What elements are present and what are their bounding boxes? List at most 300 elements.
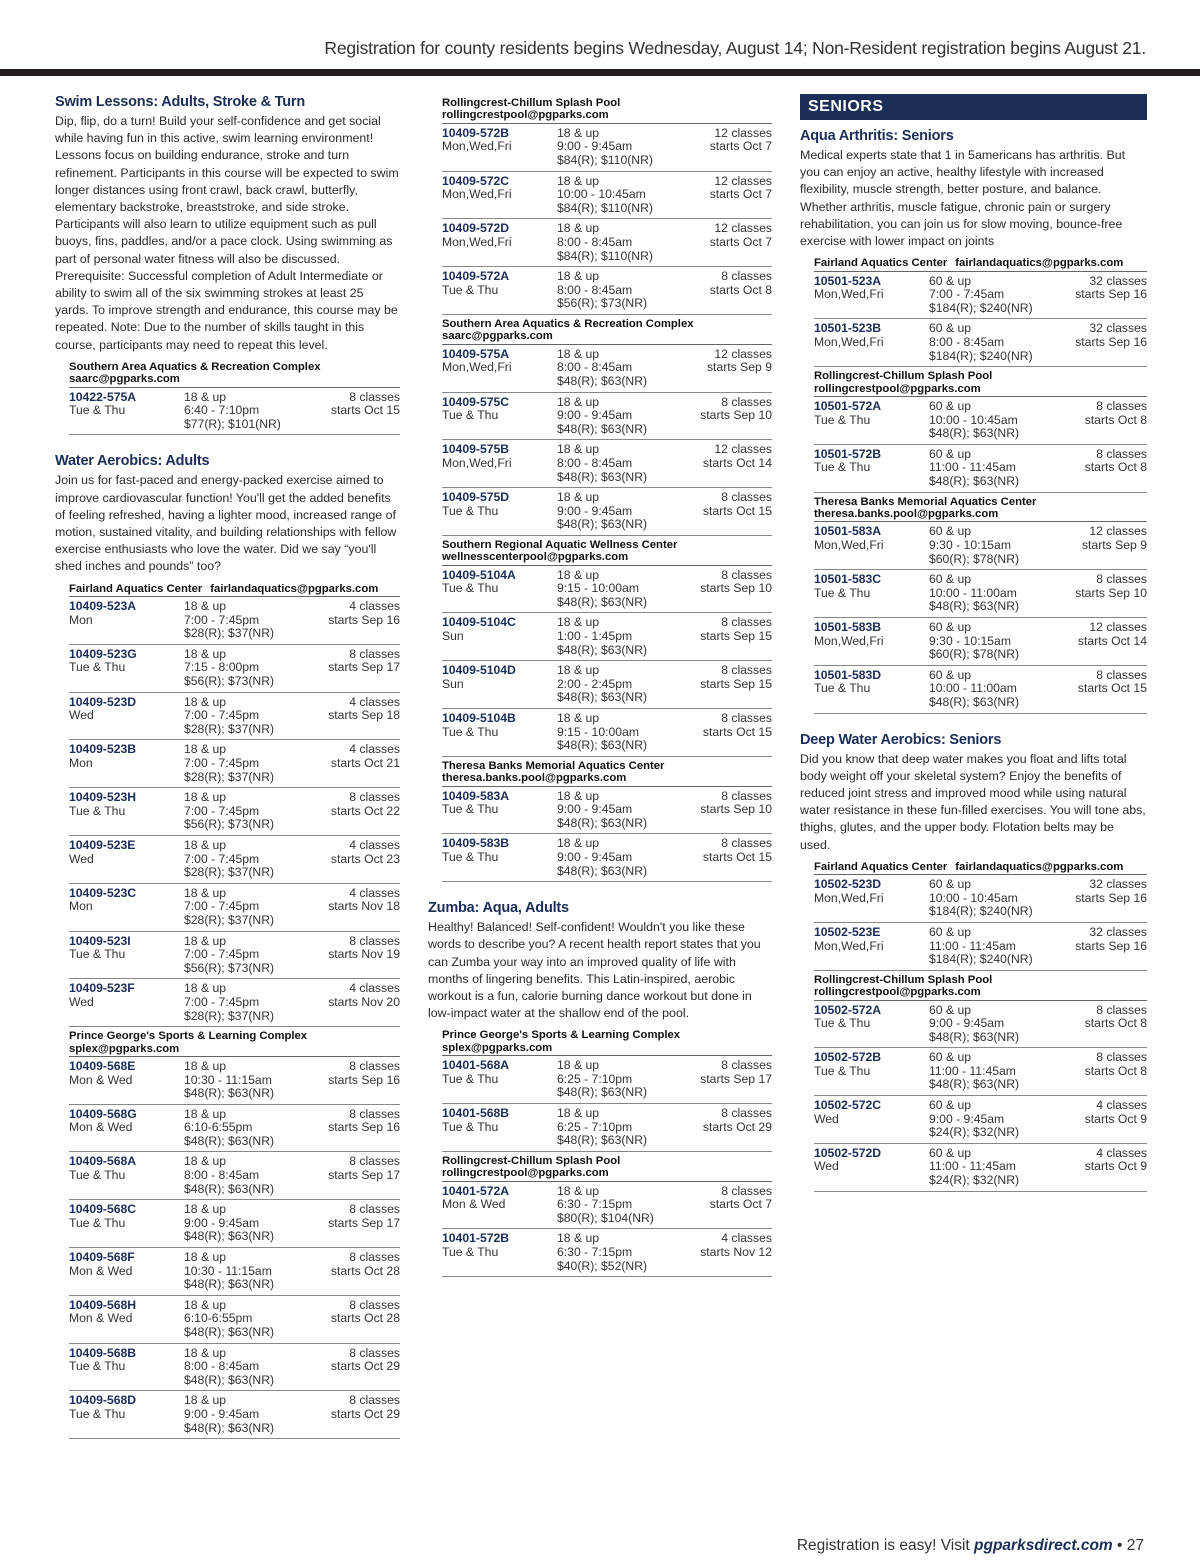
location-email[interactable]: saarc@pgparks.com: [69, 373, 180, 386]
course-code: 10409-523B: [69, 742, 137, 757]
class-fee: $48(R); $63(NR): [557, 1085, 648, 1100]
start-date: starts Oct 8: [1084, 460, 1147, 475]
empty-cell: [69, 675, 184, 689]
class-fee: $48(R); $63(NR): [184, 1372, 275, 1387]
class-time: 9:00 - 9:45am: [929, 1111, 1005, 1126]
empty-cell: [1085, 1174, 1147, 1188]
class-fee: $56(R); $73(NR): [184, 674, 275, 689]
class-fee: $80(R); $104(NR): [557, 1210, 654, 1225]
course-code: 10409-523C: [69, 885, 137, 900]
location-email[interactable]: rollingcrestpool@pgparks.com: [814, 986, 981, 999]
class-fee: $28(R); $37(NR): [184, 626, 275, 641]
class-count: 12 classes: [714, 173, 772, 188]
class-time: 11:00 - 11:45am: [929, 1063, 1016, 1078]
class-entry: [442, 613, 772, 661]
course-code: 10409-523H: [69, 790, 137, 805]
class-time: 11:00 - 11:45am: [929, 938, 1016, 953]
empty-cell: [69, 1087, 184, 1101]
class-count: 8 classes: [349, 790, 400, 805]
location-name: Theresa Banks Memorial Aquatics Center: [814, 495, 1037, 508]
age-range: 60 & up: [929, 446, 972, 461]
empty-cell: [814, 953, 929, 967]
location-name: Southern Area Aquatics & Recreation Complex: [69, 360, 321, 373]
empty-cell: [442, 596, 557, 610]
meeting-days: Tue & Thu: [814, 412, 871, 427]
class-count: 4 classes: [1096, 1145, 1147, 1160]
class-list: [442, 566, 772, 757]
meeting-days: Tue & Thu: [814, 1063, 871, 1078]
class-list: [442, 1056, 772, 1152]
meeting-days: Tue & Thu: [69, 803, 126, 818]
class-entry: [69, 1105, 400, 1153]
header-rule: [0, 69, 1200, 76]
class-time: 9:00 - 9:45am: [557, 503, 633, 518]
meeting-days: Sun: [442, 676, 464, 691]
empty-cell: [69, 1010, 184, 1024]
start-date: starts Oct 8: [1084, 1016, 1147, 1031]
start-date: starts Oct 7: [709, 187, 772, 202]
empty-cell: [1085, 1126, 1147, 1140]
class-fee: $48(R); $63(NR): [184, 1133, 275, 1148]
empty-cell: [700, 423, 772, 437]
start-date: starts Sep 18: [328, 708, 400, 723]
class-time: 9:15 - 10:00am: [557, 724, 639, 739]
meeting-days: Tue & Thu: [442, 724, 499, 739]
empty-cell: [814, 350, 929, 364]
empty-cell: [331, 866, 400, 880]
class-count: 8 classes: [349, 1250, 400, 1265]
footer-link[interactable]: pgparksdirect.com: [974, 1537, 1113, 1554]
course-code: 10409-5104A: [442, 567, 516, 582]
class-fee: $28(R); $37(NR): [184, 721, 275, 736]
class-count: 8 classes: [349, 1345, 400, 1360]
start-date: starts Oct 28: [330, 1263, 400, 1278]
location-name: Prince George's Sports & Learning Complex: [69, 1030, 308, 1043]
class-time: 7:00 - 7:45pm: [184, 994, 260, 1009]
age-range: 18 & up: [557, 663, 600, 678]
age-range: 60 & up: [929, 1098, 972, 1113]
location-email[interactable]: splex@pgparks.com: [69, 1042, 180, 1055]
class-time: 6:10-6:55pm: [184, 1311, 253, 1326]
empty-cell: [814, 475, 929, 489]
section-description: Did you know that deep water makes you float and lifts total body weight off your skeletal system? Enjoy the benefits of reduced joint stress and improved mood while using natural water resistance in these fun-filled exercises. You will tone abs, thighs, glutes, and the upper body. Flotation belts may be used.: [800, 751, 1146, 852]
course-code: 10422-575A: [69, 389, 137, 404]
page-number: • 27: [1112, 1537, 1144, 1554]
empty-cell: [710, 202, 772, 216]
location-email[interactable]: fairlandaquatics@pgparks.com: [955, 257, 1124, 270]
class-fee: $56(R); $73(NR): [184, 817, 275, 832]
start-date: starts Sep 17: [328, 1168, 400, 1183]
section-title: Swim Lessons: Adults, Stroke & Turn: [55, 94, 306, 110]
class-time: 9:00 - 9:45am: [557, 850, 633, 864]
empty-cell: [814, 1174, 929, 1188]
empty-cell: [1085, 1078, 1147, 1092]
age-range: 18 & up: [184, 599, 227, 614]
meeting-days: Wed: [69, 708, 94, 723]
class-fee: $48(R); $63(NR): [557, 517, 648, 532]
class-entry: [814, 397, 1147, 445]
empty-cell: [69, 962, 184, 976]
age-range: 60 & up: [929, 619, 972, 634]
class-time: 6:40 - 7:10pm: [184, 403, 260, 418]
empty-cell: [703, 518, 772, 532]
location-name: Fairland Aquatics Center: [814, 257, 948, 270]
class-fee: $184(R); $240(NR): [929, 952, 1033, 967]
class-count: 4 classes: [349, 694, 400, 709]
empty-cell: [69, 771, 184, 785]
class-fee: $84(R); $110(NR): [557, 248, 653, 263]
class-entry: [69, 1344, 400, 1392]
class-fee: $48(R); $63(NR): [184, 1420, 275, 1435]
section-description: Join us for fast-paced and energy-packed exercise aimed to improve cardiovascular function! You'll get the added benefits of feeling refreshed, having a lighter mood, increased range of motion, sustained vitality, and building relationships with fellow exercise enthusiasts who love the water. Did we say “you'll shed inches and pounds” too?: [55, 473, 397, 574]
empty-cell: [814, 648, 929, 662]
class-entry: [69, 932, 400, 980]
class-time: 8:00 - 8:45am: [557, 455, 633, 470]
class-list: [442, 1182, 772, 1278]
section-title: Water Aerobics: Adults: [55, 453, 210, 470]
course-code: 10409-5104B: [442, 711, 516, 726]
age-range: 18 & up: [184, 1393, 227, 1408]
class-entry: [69, 388, 400, 436]
age-range: 18 & up: [557, 394, 600, 409]
empty-cell: [700, 1260, 772, 1274]
class-entry: [814, 1096, 1147, 1144]
empty-cell: [442, 471, 557, 485]
location-header: [442, 757, 772, 787]
class-time: 9:00 - 9:45am: [929, 1016, 1005, 1031]
location-header: [69, 358, 400, 388]
section-description: Medical experts state that 1 in 5americans has arthritis. But you can enjoy an active, healthy lifestyle with increased flexibility, muscle strength, better posture, and balance. Whether arthritis, muscle fatigue, chronic pain or surgery rehabilitation, you can join us for slow moving, bounce-free exercise with lower impact on joints: [800, 148, 1126, 249]
empty-cell: [442, 865, 557, 879]
course-code: 10409-523E: [69, 837, 136, 852]
class-list: [69, 597, 400, 1027]
course-code: 10409-575A: [442, 346, 510, 361]
location-email[interactable]: rollingcrestpool@pgparks.com: [442, 109, 609, 122]
class-list: [69, 388, 400, 436]
age-range: 18 & up: [557, 221, 600, 236]
empty-cell: [814, 696, 929, 710]
location-email[interactable]: rollingcrestpool@pgparks.com: [442, 1167, 609, 1180]
meeting-days: Tue & Thu: [69, 660, 126, 675]
empty-cell: [69, 1278, 184, 1292]
class-count: 8 classes: [1096, 1050, 1147, 1065]
location-email[interactable]: saarc@pgparks.com: [442, 330, 553, 343]
empty-cell: [1085, 475, 1147, 489]
empty-cell: [442, 375, 557, 389]
class-time: 8:00 - 8:45am: [184, 1359, 260, 1374]
start-date: starts Oct 23: [330, 851, 400, 866]
location-email[interactable]: splex@pgparks.com: [442, 1041, 553, 1054]
meeting-days: Tue & Thu: [69, 947, 126, 962]
class-entry: [442, 488, 772, 536]
class-entry: [69, 1152, 400, 1200]
empty-cell: [328, 1230, 400, 1244]
empty-cell: [331, 818, 400, 832]
start-date: starts Oct 7: [709, 139, 772, 154]
meeting-days: Wed: [814, 1159, 839, 1174]
class-time: 1:00 - 1:45pm: [557, 629, 633, 644]
course-code: 10501-572B: [814, 446, 882, 461]
start-date: starts Sep 17: [700, 1071, 772, 1086]
meeting-days: Tue & Thu: [442, 850, 499, 864]
empty-cell: [710, 1212, 772, 1226]
class-entry: [69, 788, 400, 836]
section-description: Dip, flip, do a turn! Build your self-confidence and get social while having fun in this active, swim learning environment! Lessons focus on building endurance, stroke and turn refinement. Participants in this course will be expected to swim longer distances using front crawl, back crawl, butterfly, elementary backstroke, breaststroke, and side stroke. Participants will also learn to utilize equipment such as pull buoys, fins, paddles, and/or a pace clock. Using swimming as part of personal water fitness will also be discussed. Prerequisite: Successful completion of Adult Intermediate or ability to swim all of the six swimming strokes at least 25 yards. To improve strength and endurance, this course may be repeated. Note: Due to the number of skills taught in this course, participants may need to repeat this level.: [55, 114, 399, 352]
class-count: 8 classes: [1096, 1002, 1147, 1017]
start-date: starts Sep 16: [1075, 287, 1147, 302]
age-range: 18 & up: [557, 1183, 600, 1198]
empty-cell: [814, 1078, 929, 1092]
class-count: 8 classes: [349, 1393, 400, 1408]
empty-cell: [442, 202, 557, 216]
empty-cell: [331, 1326, 400, 1340]
location-header: [814, 367, 1147, 397]
class-entry: [814, 522, 1147, 570]
course-code: 10409-568D: [69, 1393, 137, 1408]
class-time: 9:00 - 9:45am: [557, 408, 633, 423]
class-time: 2:00 - 2:45pm: [557, 676, 633, 691]
class-entry: [814, 570, 1147, 618]
location-email[interactable]: theresa.banks.pool@pgparks.com: [442, 772, 627, 785]
class-entry: [814, 875, 1147, 923]
course-code: 10409-523D: [69, 694, 137, 709]
location-email[interactable]: wellnesscenterpool@pgparks.com: [442, 551, 629, 564]
empty-cell: [328, 962, 400, 976]
age-range: 18 & up: [184, 389, 227, 404]
class-count: 12 classes: [1089, 619, 1147, 634]
empty-cell: [700, 1086, 772, 1100]
meeting-days: Mon,Wed,Fri: [814, 938, 884, 953]
meeting-days: Tue & Thu: [442, 1119, 499, 1134]
class-time: 10:00 - 10:45am: [929, 412, 1018, 427]
meeting-days: Tue & Thu: [442, 802, 499, 817]
location-header: [814, 858, 1147, 875]
age-range: 60 & up: [929, 321, 972, 336]
empty-cell: [710, 154, 772, 168]
start-date: starts Sep 17: [328, 1215, 400, 1230]
class-entry: [442, 172, 772, 220]
meeting-days: Tue & Thu: [814, 1016, 871, 1031]
class-count: 32 classes: [1089, 877, 1147, 892]
class-fee: $56(R); $73(NR): [557, 296, 648, 311]
meeting-days: Mon & Wed: [442, 1197, 506, 1212]
empty-cell: [442, 644, 557, 658]
course-code: 10409-583A: [442, 788, 510, 803]
class-count: 8 classes: [721, 1183, 772, 1198]
class-fee: $60(R); $78(NR): [929, 647, 1020, 662]
meeting-days: Mon & Wed: [69, 1311, 133, 1326]
meeting-days: Mon: [69, 756, 93, 770]
course-code: 10501-583D: [814, 667, 882, 682]
location-header: [442, 94, 772, 124]
location-email[interactable]: fairlandaquatics@pgparks.com: [955, 860, 1124, 873]
course-code: 10502-572D: [814, 1145, 882, 1160]
age-range: 60 & up: [929, 1050, 972, 1065]
class-fee: $48(R); $63(NR): [929, 694, 1020, 709]
meeting-days: Mon & Wed: [69, 1263, 133, 1278]
age-range: 18 & up: [184, 1106, 227, 1121]
category-header: SENIORS: [800, 94, 1147, 120]
class-list: [442, 345, 772, 536]
meeting-days: Mon,Wed,Fri: [442, 187, 512, 202]
start-date: starts Nov 12: [700, 1244, 772, 1259]
class-entry: [442, 566, 772, 614]
meeting-days: Tue & Thu: [814, 681, 871, 696]
class-time: 8:00 - 8:45am: [557, 360, 633, 375]
meeting-days: Mon,Wed,Fri: [814, 537, 884, 552]
course-code: 10409-575C: [442, 394, 510, 409]
empty-cell: [331, 1422, 400, 1436]
class-list: [814, 1001, 1147, 1192]
registration-banner: Registration for county residents begins Wednesday, August 14; Non-Resident registration begins August 21.: [324, 38, 1146, 58]
empty-cell: [1078, 648, 1147, 662]
class-entry: [814, 923, 1147, 971]
class-fee: $24(R); $32(NR): [929, 1125, 1020, 1140]
start-date: starts Sep 10: [700, 408, 772, 423]
age-range: 18 & up: [184, 1058, 227, 1073]
class-entry: [442, 1182, 772, 1230]
class-count: 12 classes: [1089, 524, 1147, 539]
age-range: 18 & up: [184, 1297, 227, 1312]
class-count: 8 classes: [721, 394, 772, 409]
meeting-days: Tue & Thu: [69, 1215, 126, 1230]
location-email[interactable]: theresa.banks.pool@pgparks.com: [814, 507, 999, 520]
start-date: starts Oct 15: [330, 403, 400, 418]
start-date: starts Nov 19: [328, 947, 400, 962]
class-fee: $184(R); $240(NR): [929, 348, 1033, 363]
class-list: [814, 522, 1147, 713]
class-fee: $77(R); $101(NR): [184, 416, 281, 431]
class-count: 4 classes: [349, 742, 400, 757]
start-date: starts Oct 9: [1084, 1159, 1147, 1174]
start-date: starts Sep 15: [700, 676, 772, 691]
column-right: [800, 94, 1147, 1192]
section-spacer: [55, 435, 400, 453]
class-list: [442, 124, 772, 315]
class-fee: $48(R); $63(NR): [557, 863, 648, 878]
location-header: [814, 493, 1147, 523]
start-date: starts Oct 8: [709, 282, 772, 297]
meeting-days: Tue & Thu: [442, 1071, 499, 1086]
empty-cell: [442, 1260, 557, 1274]
class-fee: $48(R); $63(NR): [184, 1229, 275, 1244]
class-time: 9:15 - 10:00am: [557, 581, 639, 596]
empty-cell: [442, 518, 557, 532]
meeting-days: Mon,Wed,Fri: [814, 633, 884, 648]
empty-cell: [710, 297, 772, 311]
class-time: 6:25 - 7:10pm: [557, 1119, 633, 1134]
location-email[interactable]: rollingcrestpool@pgparks.com: [814, 382, 981, 395]
class-fee: $48(R); $63(NR): [184, 1277, 275, 1292]
empty-cell: [442, 1134, 557, 1148]
class-time: 10:30 - 11:15am: [184, 1072, 272, 1087]
class-entry: [69, 693, 400, 741]
empty-cell: [328, 627, 400, 641]
age-range: 18 & up: [557, 788, 600, 803]
empty-cell: [69, 1374, 184, 1388]
course-code: 10409-5104D: [442, 663, 516, 678]
empty-cell: [69, 627, 184, 641]
section-title: Deep Water Aerobics: Seniors: [800, 731, 1002, 748]
class-count: 8 classes: [349, 1058, 400, 1073]
start-date: starts Sep 9: [1081, 537, 1147, 552]
course-code: 10502-523D: [814, 877, 882, 892]
empty-cell: [69, 1135, 184, 1149]
class-count: 12 classes: [714, 346, 772, 361]
class-count: 8 classes: [721, 663, 772, 678]
empty-cell: [442, 250, 557, 264]
class-entry: [69, 1296, 400, 1344]
meeting-days: Tue & Thu: [814, 460, 871, 475]
empty-cell: [69, 866, 184, 880]
empty-cell: [328, 1135, 400, 1149]
start-date: starts Sep 15: [700, 629, 772, 644]
empty-cell: [700, 644, 772, 658]
start-date: starts Oct 7: [709, 234, 772, 249]
class-time: 8:00 - 8:45am: [557, 234, 633, 249]
empty-cell: [69, 723, 184, 737]
course-code: 10409-572C: [442, 173, 510, 188]
empty-cell: [69, 1422, 184, 1436]
meeting-days: Mon & Wed: [69, 1072, 133, 1087]
class-entry: [814, 666, 1147, 714]
class-entry: [442, 787, 772, 835]
section-description: Healthy! Balanced! Self-confident! Wouldn't you like these words to describe you? A recent health report states that you can Zumba your way into an improved quality of life with months of lingering benefits. This Latin-inspired, aerobic workout is a fun, calorie burning dance workout but done in low-impact water at the shallow end of the pool.: [428, 920, 761, 1021]
class-entry: [442, 124, 772, 172]
course-code: 10409-575B: [442, 442, 510, 457]
class-count: 12 classes: [714, 221, 772, 236]
empty-cell: [707, 375, 772, 389]
class-count: 8 classes: [721, 788, 772, 803]
class-fee: $84(R); $110(NR): [557, 153, 653, 167]
meeting-days: Mon,Wed,Fri: [442, 360, 512, 375]
course-code: 10502-572A: [814, 1002, 882, 1017]
class-fee: $48(R); $63(NR): [929, 473, 1020, 488]
class-time: 9:30 - 10:15am: [929, 537, 1011, 552]
age-range: 18 & up: [557, 836, 600, 851]
class-entry: [69, 836, 400, 884]
location-name: Southern Area Aquatics & Recreation Complex: [442, 317, 694, 330]
course-code: 10409-523G: [69, 646, 137, 661]
course-code: 10409-583B: [442, 836, 510, 851]
location-header: [814, 971, 1147, 1001]
class-fee: $48(R); $63(NR): [184, 1325, 275, 1339]
class-time: 9:00 - 9:45am: [557, 802, 633, 817]
column-middle: [428, 94, 772, 1277]
empty-cell: [331, 771, 400, 785]
age-range: 18 & up: [557, 1106, 600, 1120]
start-date: starts Oct 14: [1077, 633, 1147, 648]
start-date: starts Nov 20: [328, 994, 400, 1009]
empty-cell: [814, 427, 929, 441]
meeting-days: Tue & Thu: [442, 282, 499, 297]
start-date: starts Oct 15: [702, 503, 772, 518]
class-time: 7:00 - 7:45am: [929, 287, 1005, 302]
course-code: 10409-568B: [69, 1345, 137, 1360]
empty-cell: [1075, 600, 1147, 614]
class-time: 7:00 - 7:45pm: [184, 947, 260, 962]
meeting-days: Tue & Thu: [69, 1406, 126, 1421]
class-time: 9:00 - 9:45am: [184, 1406, 260, 1421]
class-count: 4 classes: [349, 885, 400, 900]
meeting-days: Tue & Thu: [442, 503, 499, 518]
class-time: 8:00 - 8:45am: [929, 335, 1005, 349]
location-email[interactable]: fairlandaquatics@pgparks.com: [210, 582, 379, 595]
class-entry: [442, 345, 772, 393]
empty-cell: [703, 865, 772, 879]
empty-cell: [69, 914, 184, 928]
top-banner: [0, 0, 1200, 76]
